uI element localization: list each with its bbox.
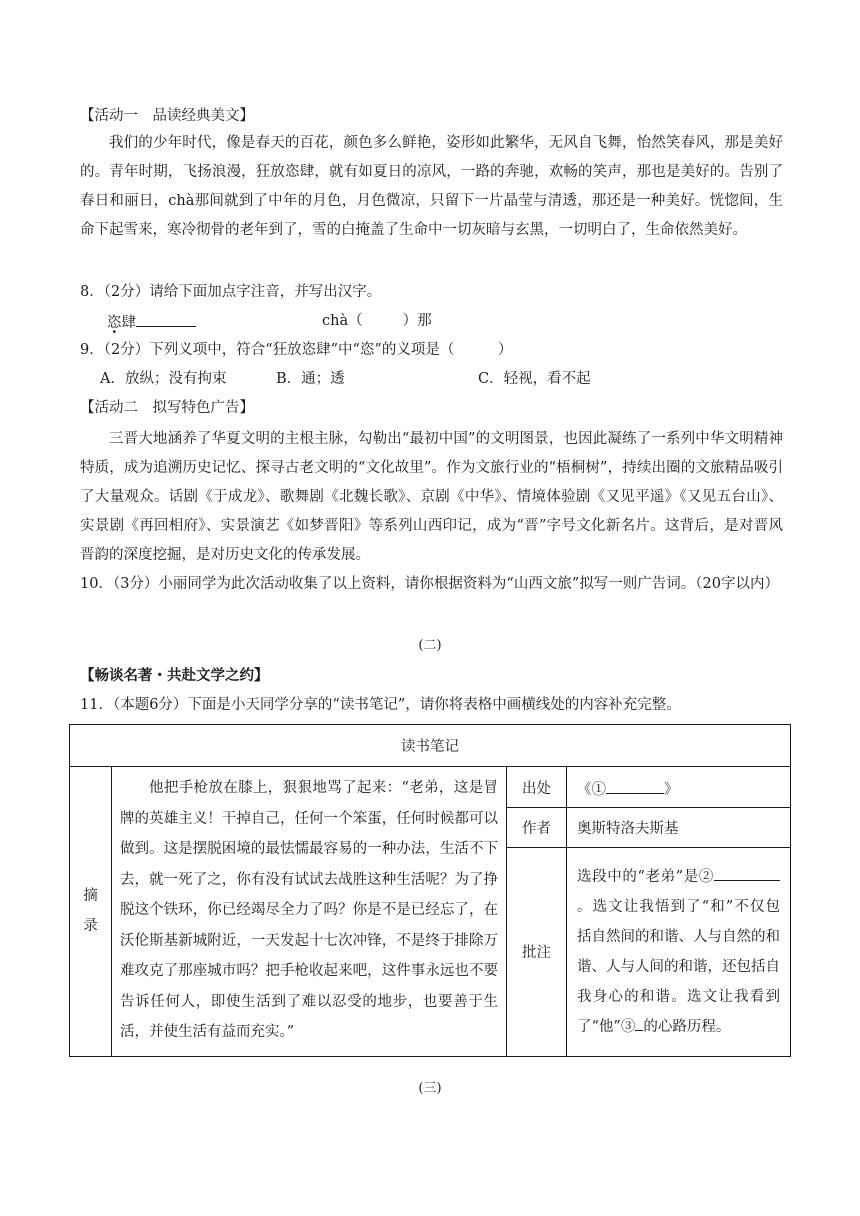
q9-option-b: B．通；透 [276,371,345,387]
reading-note-title: 读书笔记 [70,725,791,767]
source-value: 《① 》 [567,767,791,808]
q8-dotted-char: 恣 [107,315,122,331]
q9-stem: 9．（2分）下列义项中，符合“狂放恣肆”中“恣”的义项是（ ） [80,342,513,358]
activity1-passage-text: 我们的少年时代，像是春天的百花，颜色多么鲜艳，姿形如此繁华，无风自飞舞，怡然笑春风，那是美好的。青年时期，飞扬浪漫，狂放恣肆，就有如夏日的凉风，一路的奔驰，欢畅的笑声，那也是美好的。告别了春日和丽日，chà那间就到了中年的月色，月色微凉，只留下一片晶莹与清透，那还是一种美好。恍惚间，生命下起雪来，寒冷彻骨的老年到了，雪的白掩盖了生命中一切灰暗与玄黑，一切明白了，生命依然美好。 [80,135,783,238]
section2-heading: 【畅谈名著・共赴文学之约】 [80,667,269,684]
source-answer-blank[interactable] [606,776,664,794]
excerpt-text: 他把手枪放在膝上，狠狠地骂了起来：“老弟，这是冒牌的英雄主义！干掉自己，任何一个笨蛋，任何时候都可以做到。这是摆脱困境的最怯懦最容易的一种办法，生活不下去，就一死了之，你有没有试试去战胜这种生活呢？为了挣脱这个铁环，你已经竭尽全力了吗？你是不是已经忘了，在沃伦斯基新城附近，一天发起十七次冲锋，不是终于排除万难攻克了那座城市吗？把手枪收起来吧，这件事永远也不要告诉任何人，即使生活到了难以忍受的地步，也要善于生活，并使生活有益而充实。” [112,767,507,1057]
activity1-passage [80,129,783,245]
q10-stem [80,570,783,599]
q11-stem: 11．（本题6分）下面是小天同学分享的“读书笔记”，请你将表格中画横线处的内容补充完整。 [80,697,681,713]
section3-marker: (三) [418,1081,442,1096]
q8-item1-post: 肆 [121,315,136,331]
q8-item2 [322,309,432,333]
comment-text: 选段中的“老弟”是②。选文让我悟到了“和”不仅包括自然间的和谐、人与自然的和谐、人与人间的和谐，还包括自我身心的和谐。选文让我看到了“他”③ 的心路历程。 [567,848,791,1057]
q8-item2-post: ）那 [402,313,432,329]
activity1-heading: 【活动一 品读经典美文】 [80,108,254,124]
comment-answer-blank-2[interactable] [714,863,780,881]
q8-item2-pre: chà（ [322,313,363,329]
section2-marker: (二) [418,638,442,653]
excerpt-label: 摘 录 [70,767,112,1057]
comment-label: 批注 [507,848,567,1057]
q8-item1 [107,309,196,335]
q8-item1-answer-blank[interactable] [136,309,196,327]
activity2-passage-text: 三晋大地涵养了华夏文明的主根主脉，勾勒出“最初中国”的文明图景，也因此凝练了一系列中华文明精神特质，成为追溯历史记忆、探寻古老文明的“文化故里”。作为文旅行业的“梧桐树”，持续出圈的文旅精品吸引了大量观众。话剧《于成龙》、歌舞剧《北魏长歌》、京剧《中华》、情境体验剧《又见平遥》《又见五台山》、实景剧《再回相府》、实景演艺《如梦晋阳》等系列山西印记，成为“晋”字号文化新名片。这背后，是对晋风晋韵的深度挖掘，是对历史文化的传承发展。 [80,431,783,563]
source-label: 出处 [507,767,567,808]
q9-option-a: A．放纵；没有拘束 [100,371,227,387]
reading-note-table [69,724,791,1057]
activity2-heading: 【活动二 拟写特色广告】 [80,400,254,416]
author-value: 奥斯特洛夫斯基 [567,808,791,848]
q8-stem: 8．（2分）请给下面加点字注音，并写出汉字。 [80,284,382,300]
activity2-passage [80,425,783,570]
q10-stem-text: 10．（3分）小丽同学为此次活动收集了以上资料，请你根据资料为“山西文旅”拟写一则广告词。（20字以内） [80,576,779,592]
q9-option-c: C．轻视，看不起 [478,371,591,387]
author-label: 作者 [507,808,567,848]
